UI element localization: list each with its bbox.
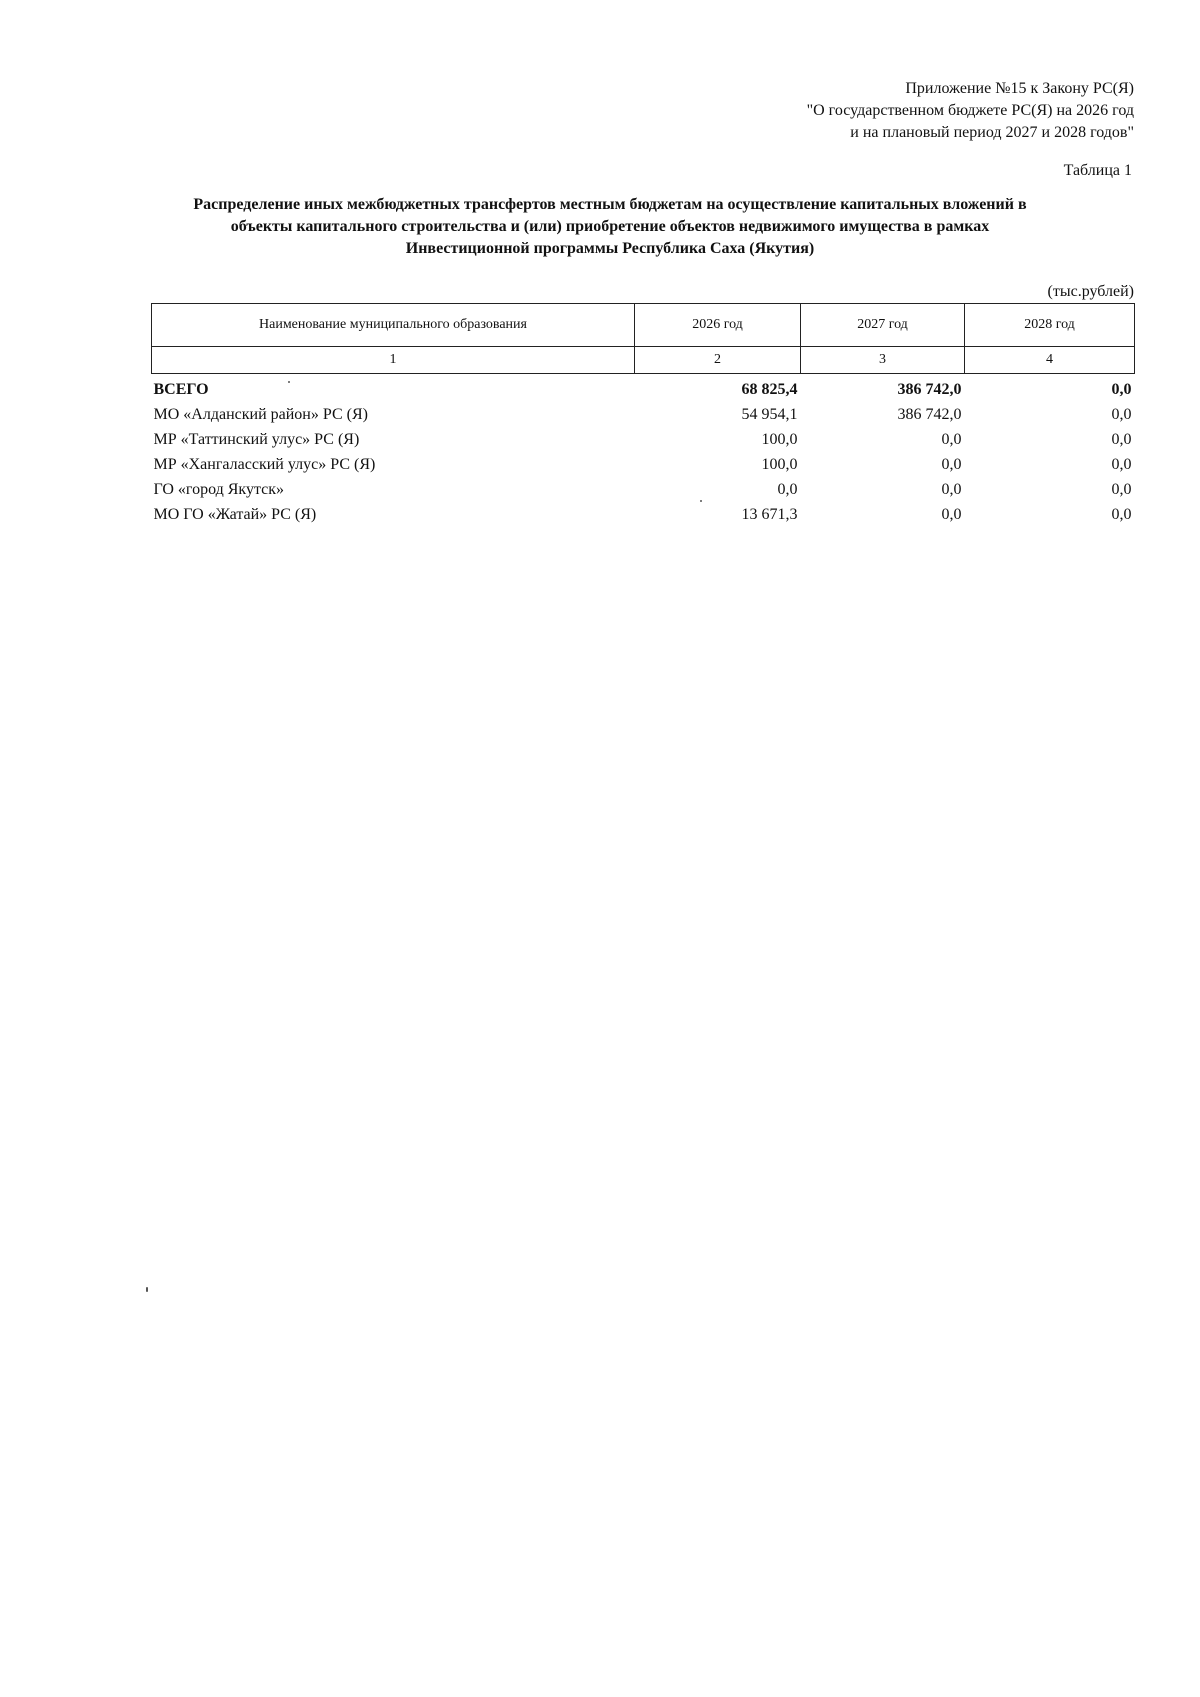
value-2027: 386 742,0 [897, 381, 962, 398]
value-2027: 0,0 [941, 481, 962, 498]
scan-speck [288, 381, 290, 383]
value-2027: 386 742,0 [897, 406, 962, 423]
value-2027: 0,0 [941, 431, 962, 448]
appendix-line-3: и на плановый период 2027 и 2028 годов" [850, 124, 1134, 141]
row-name: МО «Алданский район» РС (Я) [153, 406, 368, 423]
column-number: 3 [801, 347, 965, 374]
title-line-2: объекты капитального строительства и (или) приобретение объектов недвижимого имущества в рамках [230, 218, 990, 235]
value-2026: 100,0 [761, 456, 798, 473]
header-2027: 2027 год [801, 304, 965, 347]
column-number: 1 [152, 347, 635, 374]
table-row [152, 399, 1135, 424]
transfers-table [151, 303, 1135, 524]
value-2028: 0,0 [1111, 431, 1132, 448]
table-row [152, 424, 1135, 449]
table-row [152, 449, 1135, 474]
appendix-header [807, 78, 1134, 144]
value-2026: 100,0 [761, 431, 798, 448]
value-2028: 0,0 [1111, 481, 1132, 498]
table-row-total [152, 374, 1135, 400]
value-2026: 13 671,3 [741, 506, 798, 523]
table-header-row [152, 304, 1135, 347]
row-name: МР «Хангаласский улус» РС (Я) [153, 456, 376, 473]
value-2026: 0,0 [777, 481, 798, 498]
unit-label: (тыс.рублей) [1047, 283, 1134, 300]
row-name: ГО «город Якутск» [153, 481, 285, 498]
column-number-row [152, 347, 1135, 374]
value-2028: 0,0 [1111, 381, 1132, 398]
table-label: Таблица 1 [1063, 162, 1132, 179]
header-municipality: Наименование муниципального образования [152, 304, 635, 347]
column-number: 2 [635, 347, 801, 374]
value-2028: 0,0 [1111, 506, 1132, 523]
row-name: МО ГО «Жатай» РС (Я) [153, 506, 317, 523]
value-2027: 0,0 [941, 456, 962, 473]
value-2027: 0,0 [941, 506, 962, 523]
document-title [150, 194, 1070, 260]
header-2026: 2026 год [635, 304, 801, 347]
row-name: ВСЕГО [153, 381, 209, 398]
value-2028: 0,0 [1111, 406, 1132, 423]
header-2028: 2028 год [965, 304, 1135, 347]
table-row [152, 499, 1135, 524]
title-line-3: Инвестиционной программы Республика Саха (Якутия) [405, 240, 815, 257]
value-2026: 68 825,4 [741, 381, 798, 398]
value-2026: 54 954,1 [741, 406, 798, 423]
column-number: 4 [965, 347, 1135, 374]
appendix-line-2: "О государственном бюджете РС(Я) на 2026 год [806, 102, 1134, 119]
scan-speck [146, 1287, 148, 1292]
title-line-1: Распределение иных межбюджетных трансфертов местным бюджетам на осуществление капитальных вложений в [193, 196, 1027, 213]
scan-speck [700, 500, 702, 502]
value-2028: 0,0 [1111, 456, 1132, 473]
row-name: МР «Таттинский улус» РС (Я) [153, 431, 360, 448]
table-row [152, 474, 1135, 499]
appendix-line-1: Приложение №15 к Закону РС(Я) [905, 80, 1134, 97]
